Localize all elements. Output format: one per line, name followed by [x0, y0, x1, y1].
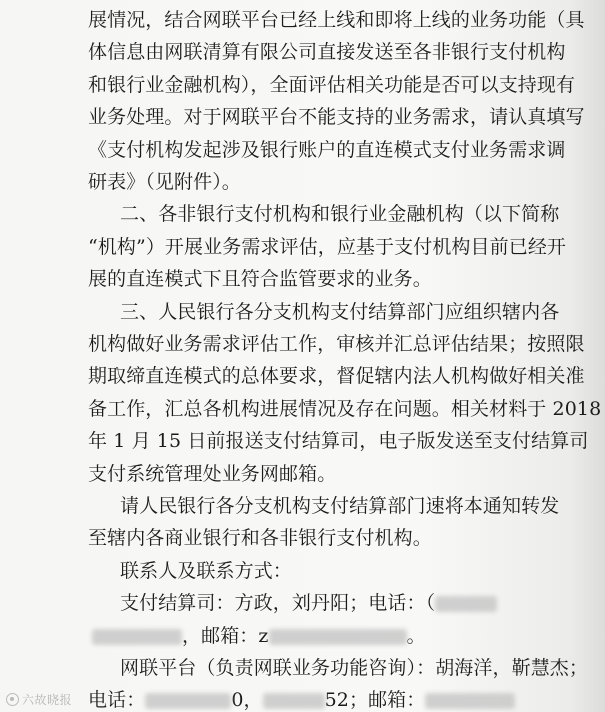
paragraph-two-start: 二、各非银行支付机构和银行业金融机构（以下简称 — [120, 203, 560, 225]
contact-netunion-phone-line — [88, 689, 515, 711]
weibo-circle-icon — [6, 693, 19, 706]
text-line: 至辖内各商业银行和各非银行支付机构。 — [88, 527, 432, 549]
contact-settlement-phone-label: 支付结算司：方政，刘丹阳；电话：（ — [120, 592, 436, 614]
forwarding-request: 请人民银行各分支机构支付结算部门速将本通知转发 — [120, 495, 560, 517]
redacted-phone — [92, 629, 182, 645]
contact-netunion-line: 网联平台（负责网联业务功能咨询）：胡海洋，靳慧杰； — [120, 657, 589, 679]
redacted-email — [425, 693, 515, 709]
paragraph-three-start: 三、人民银行各分支机构支付结算部门应组织辖内各 — [120, 301, 560, 323]
text-line: 年 1 月 15 日前报送支付结算司，电子版发送至支付结算司 — [88, 430, 589, 452]
text-line: “机构”）开展业务需求评估，应基于支付机构目前已经开 — [88, 236, 567, 258]
text-line: 研表》（见附件）。 — [88, 171, 241, 193]
phone-label: 电话： — [88, 689, 146, 711]
phone-fragment: 0， — [231, 689, 263, 711]
redacted-phone — [145, 693, 231, 709]
watermark-text: 六故晓报 — [22, 692, 73, 707]
text-line: 机构做好业务需求评估工作，审核并汇总评估结果；按照限 — [88, 333, 585, 355]
text-line: 体信息由网联清算有限公司直接发送至各非银行支付机构 — [88, 41, 566, 63]
text-line: 业务处理。对于网联平台不能支持的业务需求，请认真填写 — [88, 106, 585, 128]
line-end-punctuation: 。 — [406, 625, 426, 647]
redacted-email — [269, 629, 407, 645]
contact-settlement-line — [120, 592, 497, 614]
text-line: 展的直连模式下且符合监管要求的业务。 — [88, 268, 432, 290]
text-line: 备工作，汇总各机构进展情况及存在问题。相关材料于 2018 — [88, 398, 602, 420]
text-line: 展情况，结合网联平台已经上线和即将上线的业务功能（具 — [88, 9, 585, 31]
text-line: 和银行业金融机构），全面评估相关功能是否可以支持现有 — [88, 74, 576, 96]
redacted-phone — [263, 693, 325, 709]
phone-fragment-email-label: 52；邮箱： — [324, 689, 426, 711]
redacted-phone — [435, 596, 497, 612]
text-line: 支付系统管理处业务网邮箱。 — [88, 463, 337, 485]
email-label: ，邮箱：z — [182, 625, 269, 647]
contact-settlement-email-line — [92, 625, 426, 647]
text-line: 《支付机构发起涉及银行账户的直连模式支付业务需求调 — [88, 139, 566, 161]
contacts-heading: 联系人及联系方式： — [120, 560, 292, 582]
watermark — [6, 691, 72, 707]
text-line: 期取缔直连模式的总体要求，督促辖内法人机构做好相关准 — [88, 365, 585, 387]
